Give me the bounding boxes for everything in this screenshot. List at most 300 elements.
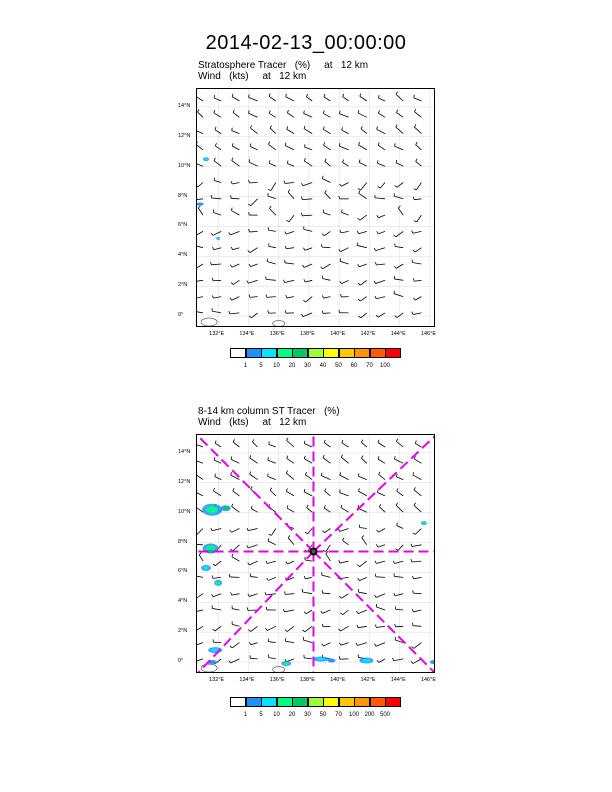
panel2-label-line2: Wind (kts) at 12 km — [198, 417, 307, 428]
wind-barb-flag — [269, 94, 270, 97]
wind-barb-flag — [339, 596, 341, 598]
wind-barb-shaft — [378, 313, 385, 317]
x-tick-label: 142°E — [360, 331, 376, 337]
colorbar-swatch — [230, 697, 246, 707]
wind-barb-flag — [285, 630, 287, 632]
wind-barb-shaft — [199, 555, 203, 561]
wind-barb — [361, 126, 367, 133]
colorbar-tick-label: 5 — [259, 363, 263, 369]
wind-barb-shaft — [359, 193, 367, 199]
wind-barb-shaft — [376, 643, 385, 647]
wind-barb-shaft — [249, 97, 258, 101]
wind-barb-shaft — [341, 183, 348, 187]
wind-barb-shaft — [414, 127, 421, 134]
wind-barb-shaft — [251, 643, 258, 645]
colorbar-swatch — [323, 348, 339, 358]
wind-barb-flag — [394, 266, 396, 268]
colorbar-tick-label: 200 — [364, 712, 375, 718]
wind-barb — [287, 126, 294, 133]
wind-barb-shaft — [233, 491, 240, 496]
wind-barb — [413, 529, 422, 535]
wind-barb — [323, 111, 330, 118]
wind-barb-shaft — [414, 98, 422, 101]
wind-barb-flag — [357, 231, 358, 234]
wind-barb — [285, 592, 294, 595]
wind-barb — [197, 295, 203, 298]
wind-barb — [285, 231, 294, 234]
tracer-blob-core — [283, 662, 289, 665]
wind-barb-shaft — [360, 96, 367, 101]
wind-barb-flag — [229, 661, 231, 663]
wind-barb-shaft — [324, 443, 330, 447]
wind-barb-shaft — [197, 529, 203, 535]
wind-barb — [359, 159, 367, 166]
wind-barb-shaft — [325, 491, 331, 496]
wind-barb-shaft — [288, 538, 294, 545]
wind-barb-flag — [287, 456, 288, 459]
wind-barb — [394, 231, 404, 236]
wind-barb-flag — [252, 439, 254, 442]
wind-barb — [323, 455, 330, 463]
wind-barb-flag — [247, 528, 248, 531]
wind-barb-shaft — [376, 561, 385, 563]
wind-barb — [250, 455, 258, 463]
wind-barb — [247, 607, 257, 610]
wind-barb-flag — [268, 457, 269, 460]
x-tick-label: 144°E — [390, 331, 406, 337]
wind-barb-shaft — [268, 642, 275, 643]
wind-barb — [411, 544, 421, 547]
colorbar-tick-label: 50 — [335, 363, 342, 369]
wind-barb — [414, 215, 421, 222]
wind-barb-shaft — [214, 181, 221, 183]
wind-barb-flag — [304, 456, 305, 459]
wind-barb-shaft — [415, 529, 421, 535]
wind-barb-shaft — [413, 610, 421, 612]
wind-barb-shaft — [395, 247, 403, 248]
wind-barb-flag — [231, 282, 233, 284]
wind-barb-shaft — [197, 576, 203, 577]
wind-barb-flag — [412, 646, 414, 648]
colorbar-tick-label: 70 — [366, 363, 373, 369]
wind-barb — [343, 538, 349, 545]
wind-barb-shaft — [232, 594, 240, 595]
wind-barb-shaft — [266, 279, 276, 280]
wind-barb-flag — [232, 504, 233, 507]
wind-barb — [304, 111, 313, 118]
wind-barb — [393, 561, 403, 564]
wind-barb-flag — [358, 283, 360, 285]
y-tick-label: 0° — [178, 658, 184, 665]
wind-barb-shaft — [214, 161, 221, 167]
tracer-blob-core — [329, 659, 334, 661]
wind-barb-flag — [412, 231, 413, 234]
wind-barb-flag — [283, 609, 284, 612]
wind-barb — [358, 297, 367, 302]
wind-barb — [197, 279, 203, 282]
wind-barb — [286, 488, 294, 495]
wind-barb — [287, 505, 294, 512]
wind-barb-shaft — [357, 643, 366, 646]
wind-barb-flag — [233, 439, 234, 442]
wind-barb — [301, 197, 312, 200]
wind-barb-shaft — [232, 643, 239, 648]
wind-barb-shaft — [304, 161, 312, 166]
wind-barb-shaft — [251, 199, 258, 206]
wind-barb-shaft — [232, 624, 239, 626]
wind-barb-flag — [414, 503, 416, 506]
wind-barb-shaft — [394, 459, 403, 463]
wind-barb-flag — [304, 489, 305, 492]
tracer-blob-core — [216, 581, 221, 585]
wind-barb-shaft — [339, 146, 348, 150]
wind-barb — [378, 440, 385, 447]
wind-barb-flag — [301, 183, 303, 186]
wind-barb — [229, 231, 240, 235]
wind-barb-shaft — [323, 213, 330, 215]
wind-barb-shaft — [304, 264, 312, 267]
wind-barb — [266, 294, 276, 297]
wind-barb-shaft — [232, 264, 239, 267]
wind-barb-shaft — [415, 443, 421, 447]
wind-barb-flag — [284, 181, 285, 184]
wind-barb-flag — [414, 221, 417, 222]
wind-barb-flag — [339, 143, 340, 146]
wind-barb-shaft — [379, 529, 385, 533]
wind-barb-shaft — [270, 128, 276, 134]
wind-barb — [285, 626, 294, 631]
wind-barb — [214, 457, 221, 463]
wind-barb-flag — [229, 232, 231, 235]
wind-barb-flag — [250, 471, 251, 474]
wind-barb-flag — [249, 180, 250, 183]
wind-barb-shaft — [342, 130, 349, 133]
wind-barb-shaft — [285, 594, 294, 595]
wind-barb-flag — [304, 111, 305, 114]
wind-barb-shaft — [414, 643, 422, 649]
wind-barb-flag — [375, 625, 376, 628]
wind-barb-flag — [359, 142, 360, 145]
wind-barb — [269, 654, 276, 658]
wind-barb — [413, 248, 421, 252]
wind-barb-shaft — [417, 215, 422, 222]
colorbar-tick-label: 10 — [273, 363, 280, 369]
panel1-map — [196, 88, 435, 327]
wind-barb — [265, 626, 275, 630]
wind-barb — [197, 472, 203, 480]
wind-barb-flag — [287, 126, 288, 129]
wind-barb-shaft — [302, 215, 312, 216]
wind-barb-shaft — [323, 264, 331, 269]
wind-barb-shaft — [394, 659, 404, 661]
wind-barb-shaft — [288, 561, 294, 564]
wind-barb-flag — [394, 593, 395, 596]
x-tick-label: 144°E — [390, 677, 406, 683]
wind-barb-shaft — [378, 145, 385, 150]
colorbar-tick-label: 20 — [288, 363, 296, 369]
wind-barb-shaft — [251, 264, 258, 267]
wind-barb-flag — [376, 544, 377, 547]
wind-barb — [304, 226, 312, 231]
wind-barb-shaft — [213, 213, 221, 216]
wind-barb — [322, 529, 330, 533]
wind-barb-shaft — [268, 460, 276, 463]
wind-barb — [394, 193, 403, 199]
wind-barb-shaft — [323, 458, 330, 464]
wind-barb-flag — [357, 565, 359, 567]
wind-barb — [341, 455, 348, 464]
wind-barb-shaft — [230, 231, 239, 235]
wind-barb-shaft — [323, 113, 330, 117]
wind-barb-flag — [305, 532, 308, 533]
wind-barb-flag — [378, 456, 379, 459]
wind-barb-shaft — [322, 247, 330, 248]
wind-barb-flag — [251, 506, 252, 509]
wind-barb — [304, 158, 312, 166]
wind-barb-flag — [265, 592, 266, 595]
wind-barb — [197, 594, 203, 599]
wind-barb — [197, 489, 203, 495]
wind-barb-shaft — [212, 198, 222, 199]
wind-barb — [414, 124, 421, 133]
wind-barb — [287, 438, 294, 447]
wind-barb — [379, 472, 385, 480]
wind-barb — [231, 280, 239, 284]
wind-barb-shaft — [340, 475, 349, 479]
y-tick-label: 6°N — [178, 222, 188, 229]
wind-barb-flag — [268, 310, 269, 313]
wind-barb-shaft — [359, 162, 367, 166]
wind-barb-flag — [213, 629, 215, 631]
wind-barb — [375, 625, 385, 628]
wind-barb-flag — [306, 94, 307, 97]
wind-barb — [214, 95, 221, 101]
wind-barb-shaft — [395, 146, 404, 150]
wind-barb-shaft — [197, 280, 203, 281]
wind-barb — [268, 227, 276, 231]
colorbar-swatch — [246, 348, 262, 358]
wind-barb-shaft — [397, 313, 403, 318]
wind-barb — [286, 295, 294, 298]
colorbar-tick-label: 30 — [304, 363, 311, 369]
wind-barb-shaft — [324, 508, 330, 512]
wind-barb-flag — [324, 440, 325, 443]
wind-barb-shaft — [248, 545, 257, 548]
wind-barb-shaft — [269, 96, 276, 101]
wind-barb — [358, 215, 367, 220]
y-tick-label: 10°N — [178, 508, 191, 515]
colorbar-swatch — [370, 348, 386, 358]
wind-barb — [360, 93, 367, 101]
wind-barb-flag — [322, 531, 324, 533]
wind-barb — [323, 275, 331, 280]
tracer-blob-core — [203, 566, 209, 570]
wind-barb — [304, 489, 312, 496]
wind-barb-flag — [211, 528, 212, 531]
wind-barb — [268, 639, 275, 643]
wind-barb — [197, 573, 203, 577]
wind-barb-flag — [212, 278, 213, 281]
wind-barb — [411, 559, 421, 562]
x-tick-label: 134°E — [239, 677, 255, 683]
wind-barb — [322, 590, 330, 594]
wind-barb — [326, 551, 331, 561]
wind-barb — [375, 561, 385, 564]
wind-barb-shaft — [375, 198, 385, 199]
wind-barb-shaft — [360, 561, 367, 567]
wind-barb-shaft — [214, 98, 221, 101]
colorbar-swatch — [339, 348, 355, 358]
wind-barb-flag — [378, 110, 379, 113]
wind-barb-shaft — [413, 593, 421, 594]
wind-barb-shaft — [413, 659, 422, 664]
wind-barb-flag — [321, 473, 322, 476]
panel1-map-svg — [197, 89, 435, 327]
wind-barb — [358, 589, 366, 594]
wind-barb-shaft — [377, 129, 385, 133]
wind-barb-flag — [249, 229, 250, 232]
wind-barb-shaft — [250, 474, 258, 479]
wind-barb-shaft — [304, 129, 312, 134]
wind-barb-shaft — [361, 442, 366, 447]
wind-barb-flag — [358, 110, 359, 113]
crosshair-center-dot — [311, 550, 315, 554]
wind-barb — [287, 456, 294, 464]
wind-barb-shaft — [378, 113, 385, 117]
wind-barb — [268, 183, 276, 191]
wind-barb-flag — [214, 95, 215, 98]
wind-barb-shaft — [285, 263, 294, 264]
wind-barb-flag — [412, 312, 413, 315]
wind-barb — [212, 278, 221, 281]
wind-barb-shaft — [197, 231, 203, 235]
wind-barb — [325, 489, 331, 496]
wind-barb — [268, 457, 276, 463]
y-tick-label: 12°N — [178, 478, 191, 485]
wind-barb-shaft — [197, 643, 203, 646]
wind-barb-flag — [357, 625, 358, 628]
wind-barb — [285, 143, 294, 150]
wind-barb-shaft — [378, 459, 385, 463]
wind-barb — [397, 523, 403, 529]
wind-barb-flag — [302, 265, 304, 267]
colorbar-tick-label: 40 — [319, 363, 327, 369]
wind-barb — [394, 291, 403, 297]
wind-barb-shaft — [284, 610, 294, 612]
wind-barb-shaft — [198, 112, 203, 117]
wind-barb — [358, 488, 366, 496]
wind-barb — [197, 458, 203, 464]
wind-barb-flag — [303, 248, 305, 251]
wind-barb-flag — [268, 189, 271, 190]
wind-barb-shaft — [340, 561, 349, 563]
wind-barb-flag — [321, 267, 323, 269]
wind-barb-flag — [377, 489, 378, 492]
wind-barb — [302, 264, 312, 267]
wind-barb-shaft — [270, 490, 276, 496]
wind-barb-shaft — [341, 248, 349, 252]
wind-barb — [197, 643, 203, 646]
wind-barb — [374, 280, 385, 283]
wind-barb-shaft — [232, 146, 239, 150]
wind-barb — [268, 538, 276, 545]
wind-barb — [358, 280, 367, 285]
wind-barb — [413, 197, 421, 200]
wind-barb — [267, 259, 276, 264]
wind-barb-shaft — [197, 461, 203, 464]
wind-barb — [232, 606, 239, 610]
wind-barb-flag — [339, 643, 341, 646]
wind-barb-flag — [377, 530, 379, 532]
wind-barb — [413, 297, 421, 301]
wind-barb-shaft — [268, 144, 275, 150]
colorbar-swatch — [308, 348, 324, 358]
y-tick-label: 8°N — [178, 538, 188, 545]
wind-barb-flag — [325, 489, 326, 492]
wind-barb-flag — [287, 161, 288, 164]
wind-barb — [283, 609, 294, 612]
wind-barb — [198, 110, 203, 118]
wind-barb-flag — [269, 160, 270, 163]
wind-barb-shaft — [197, 96, 203, 101]
wind-barb-shaft — [288, 192, 294, 199]
wind-barb-shaft — [323, 593, 331, 594]
wind-barb-shaft — [285, 183, 294, 184]
wind-barb — [378, 110, 385, 117]
wind-barb-flag — [413, 250, 415, 252]
wind-barb-flag — [230, 298, 232, 300]
wind-barb-shaft — [376, 248, 385, 251]
wind-barb-flag — [286, 220, 289, 221]
wind-barb-shaft — [307, 508, 313, 513]
wind-barb-flag — [374, 644, 376, 646]
wind-barb-shaft — [249, 231, 257, 232]
wind-barb-flag — [396, 160, 397, 163]
wind-barb — [342, 127, 349, 133]
wind-barb-flag — [286, 295, 287, 298]
wind-barb — [362, 536, 367, 545]
wind-barb — [395, 606, 403, 610]
wind-barb-shaft — [248, 280, 257, 283]
wind-barb — [412, 312, 422, 315]
wind-barb-shaft — [358, 113, 367, 117]
wind-barb — [357, 242, 367, 247]
wind-barb-flag — [214, 457, 215, 460]
wind-barb-flag — [303, 300, 305, 302]
wind-barb-shaft — [232, 131, 240, 134]
wind-barb-shaft — [358, 476, 366, 479]
wind-barb-shaft — [305, 626, 313, 631]
wind-barb-flag — [397, 523, 398, 526]
wind-barb-shaft — [358, 610, 367, 614]
x-tick-label: 146°E — [420, 331, 436, 337]
wind-barb — [248, 199, 257, 206]
wind-barb-flag — [358, 299, 360, 301]
wind-barb-shaft — [214, 113, 221, 117]
wind-barb — [287, 161, 294, 167]
wind-barb-flag — [233, 110, 234, 113]
wind-barb-shaft — [397, 526, 403, 529]
wind-barb — [322, 176, 330, 183]
wind-barb — [285, 638, 294, 642]
wind-barb — [249, 295, 258, 298]
wind-barb-shaft — [377, 163, 385, 166]
wind-barb — [232, 158, 240, 166]
wind-barb-shaft — [413, 231, 421, 233]
wind-barb-flag — [362, 536, 364, 538]
wind-barb-shaft — [304, 459, 312, 464]
wind-barb — [211, 195, 221, 199]
